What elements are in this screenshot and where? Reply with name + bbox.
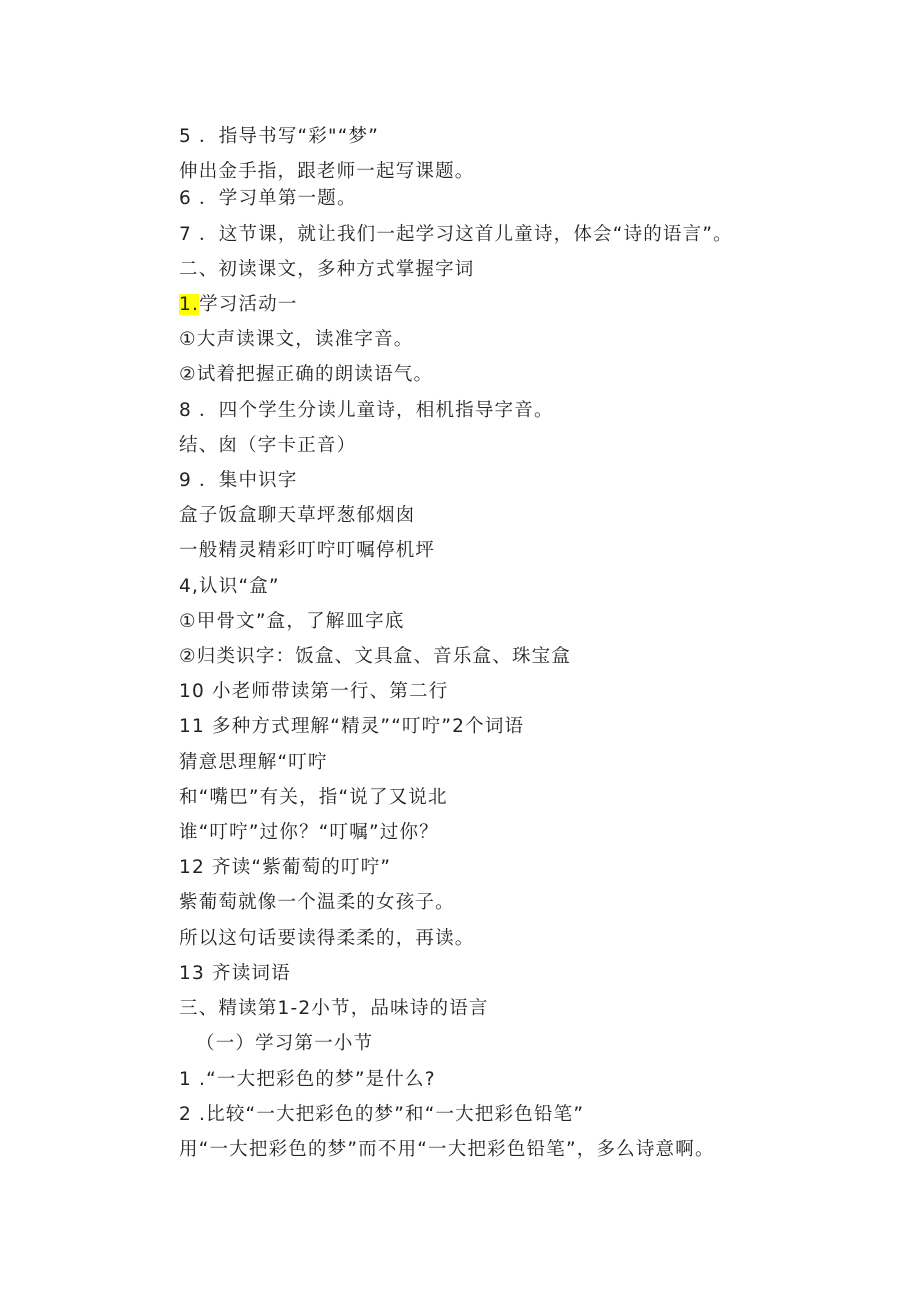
text-line: ②试着把握正确的朗读语气。 [179, 364, 434, 385]
text-line: 10 小老师带读第一行、第二行 [179, 681, 449, 702]
text-line: 盒子饭盒聊天草坪葱郁烟囱 [179, 505, 416, 526]
section-heading: 二、初读课文，多种方式掌握字词 [179, 259, 475, 280]
text-line: 1 .“一大把彩色的梦”是什么? [179, 1069, 436, 1090]
text-line: ①甲骨文”盒，了解皿字底 [179, 611, 405, 632]
text-line: 紫葡萄就像一个温柔的女孩子。 [179, 892, 455, 913]
text-line: 13 齐读词语 [179, 963, 291, 984]
text-line: 猜意思理解“叮咛 [179, 752, 328, 773]
text-line: 谁“叮咛”过你？“叮嘱”过你？ [179, 822, 439, 843]
text-line: 11 多种方式理解“精灵”“叮咛”2个词语 [179, 716, 525, 737]
text-line: 所以这句话要读得柔柔的，再读。 [179, 928, 475, 949]
text-line: 用“一大把彩色的梦”而不用“一大把彩色铅笔”，多么诗意啊。 [179, 1139, 715, 1160]
highlighted-number: 1. [179, 294, 200, 315]
text-line: 5 ．指导书写“彩"“梦” [179, 126, 380, 147]
text-line: 2 .比较“一大把彩色的梦”和“一大把彩色铅笔” [179, 1104, 585, 1125]
text-line: 一般精灵精彩叮咛叮嘱停机坪 [179, 540, 436, 561]
text-line: 8 ．四个学生分读儿童诗，相机指导字音。 [179, 400, 554, 421]
text-line: ②归类识字：饭盒、文具盒、音乐盒、珠宝盒 [179, 646, 572, 667]
text-line: 结、囱（字卡正音） [179, 435, 357, 456]
subsection-heading: （一）学习第一小节 [196, 1033, 374, 1054]
text-line: 7 ．这节课，就让我们一起学习这首儿童诗，体会“诗的语言”。 [179, 224, 733, 245]
activity-heading [179, 292, 298, 318]
text-line: 伸出金手指，跟老师一起写课题。 [179, 161, 475, 182]
text-line: 9 ．集中识字 [179, 470, 298, 491]
text-line: 和“嘴巴”有关，指“说了又说北 [179, 787, 448, 808]
text-line: ①大声读课文，读准字音。 [179, 329, 414, 350]
section-heading: 三、精读第1-2小节，品味诗的语言 [179, 998, 489, 1019]
text-line: 12 齐读“紫葡萄的叮咛” [179, 857, 392, 878]
text-line: 6 ．学习单第一题。 [179, 188, 357, 209]
text-line: 4,认识“盒” [179, 576, 280, 597]
activity-title: 学习活动一 [199, 294, 298, 315]
